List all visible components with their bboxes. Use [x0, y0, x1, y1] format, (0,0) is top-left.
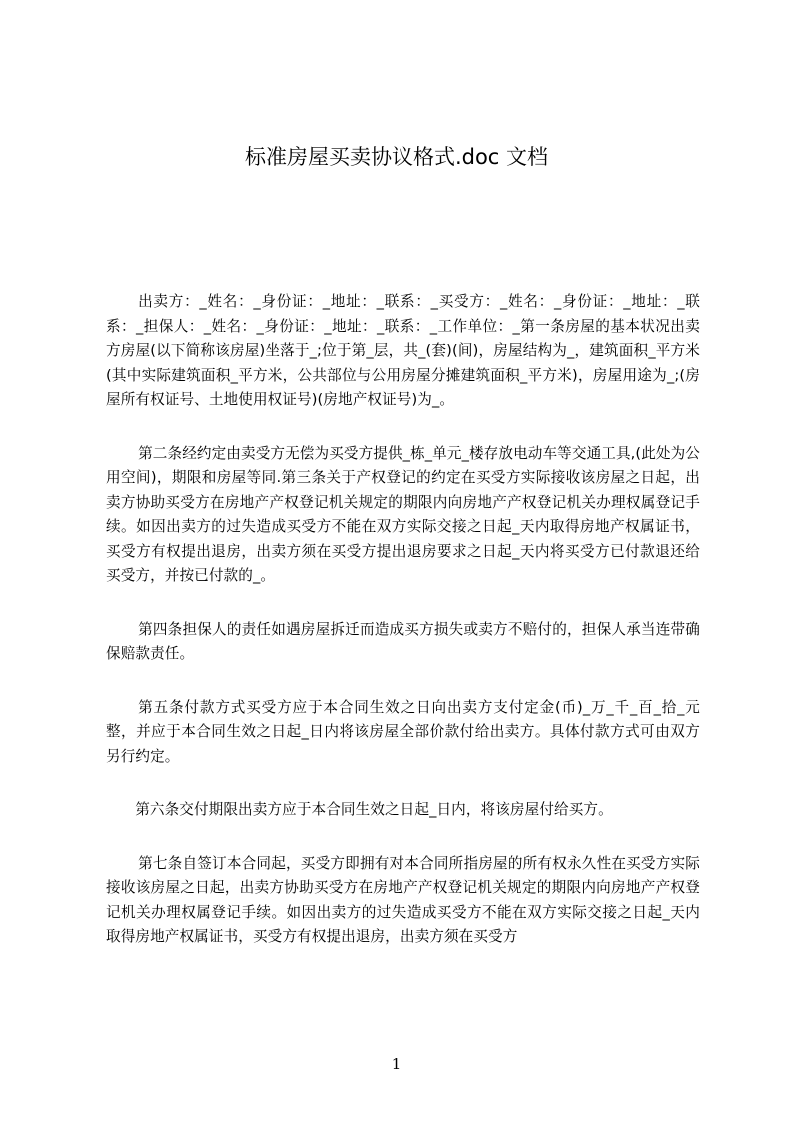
page-number: 1 — [391, 1055, 402, 1073]
document-title: 标准房屋买卖协议格式.doc 文档 — [244, 145, 549, 169]
paragraph-parties: 出卖方：_姓名：_身份证：_地址：_联系：_买受方：_姓名：_身份证：_地址：_联系：_担保人：_姓名：_身份证：_地址：_联系：_工作单位：_第一条房屋的基本状况出卖方房屋(以下简称该房屋)坐落于_;位于第_层，共_(套)(间)，房屋结构为_，建筑面积_平方米(其中实际建筑面积_平方米，公共部位与公用房屋分摊建筑面积_平方米)，房屋用途为_;(房屋所有权证号、土地使用权证号)(房地产权证号)为_。 — [106, 293, 700, 408]
paragraph-article-7: 第七条自签订本合同起，买受方即拥有对本合同所指房屋的所有权永久性在买受方实际接收该房屋之日起，出卖方协助买受方在房地产产权登记机关规定的期限内向房地产产权登记机关办理权属登记手续。如因出卖方的过失造成买受方不能在双方实际交接之日起_天内取得房地产权属证书，买受方有权提出退房，出卖方须在买受方 — [106, 854, 700, 945]
paragraph-article-5: 第五条付款方式买受方应于本合同生效之日向出卖方支付定金(币)_万_千_百_拾_元整，并应于本合同生效之日起_日内将该房屋全部价款付给出卖方。具体付款方式可由双方另行约定。 — [106, 698, 700, 765]
paragraph-article-4: 第四条担保人的责任如遇房屋拆迁而造成买方损失或卖方不赔付的，担保人承当连带确保赔款责任。 — [106, 620, 700, 662]
document-body — [106, 290, 700, 979]
paragraph-article-6: 第六条交付期限出卖方应于本合同生效之日起_日内，将该房屋付给买方。 — [135, 801, 613, 818]
paragraph-article-2-3: 第二条经约定由卖受方无偿为买受方提供_栋_单元_楼存放电动车等交通工具,(此处为公用空间)，期限和房屋等同.第三条关于产权登记的约定在买受方实际接收该房屋之日起，出卖方协助买受方在房地产产权登记机关规定的期限内向房地产产权登记机关办理权属登记手续。如因出卖方的过失造成买受方不能在双方实际交接之日起_天内取得房地产权属证书，买受方有权提出退房，出卖方须在买受方提出退房要求之日起_天内将买受方已付款退还给买受方，并按已付款的_。 — [106, 444, 700, 584]
